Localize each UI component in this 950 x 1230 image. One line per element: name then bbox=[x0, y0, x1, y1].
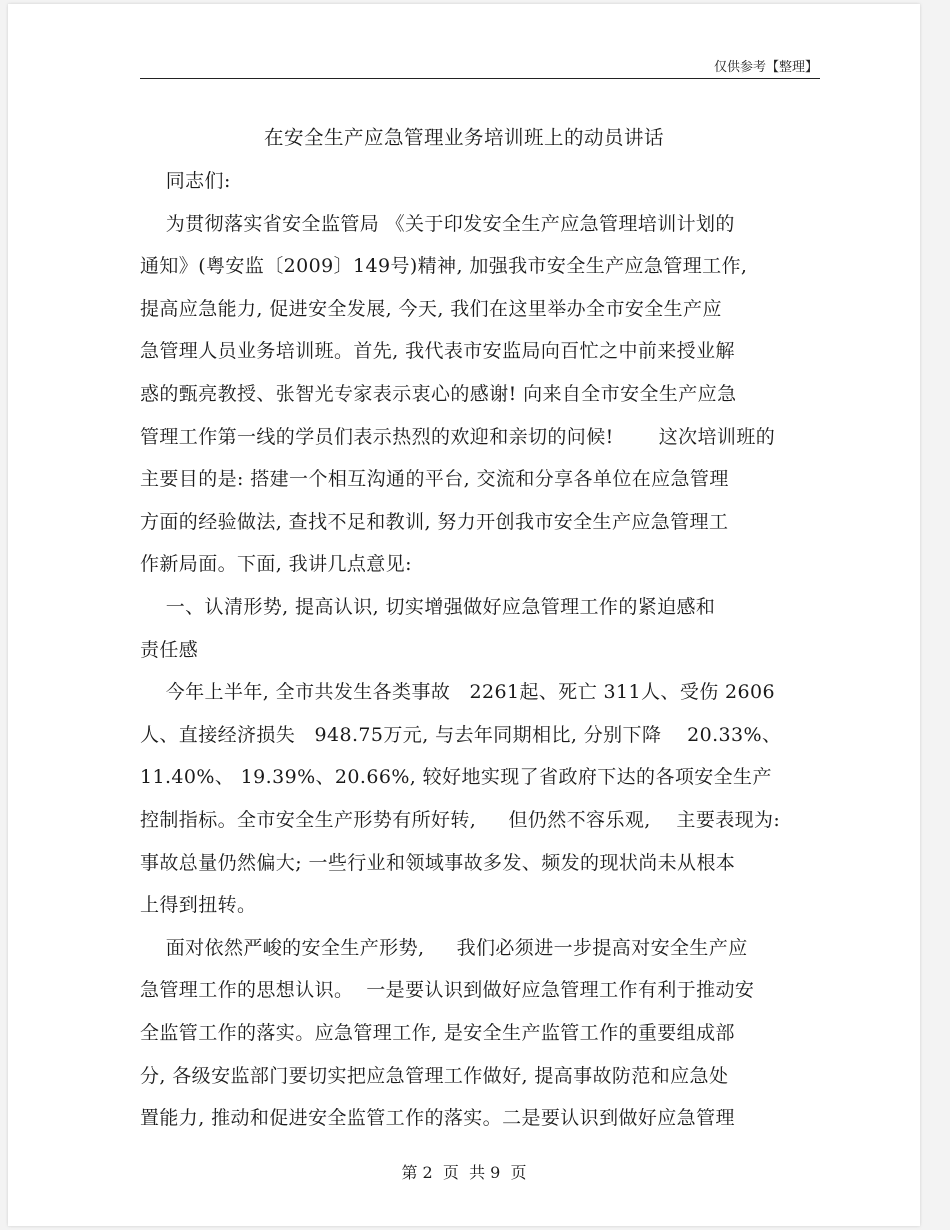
body-line: 控制指标。全市安全生产形势有所好转, 但仍然不容乐观, 主要表现为: bbox=[140, 809, 781, 831]
body-line: 作新局面。下面, 我讲几点意见: bbox=[140, 553, 412, 576]
body-line: 方面的经验做法, 查找不足和教训, 努力开创我市安全生产应急管理工 bbox=[140, 510, 729, 533]
body-line: 惑的甄亮教授、张智光专家表示衷心的感谢! 向来自全市安全生产应急 bbox=[140, 383, 737, 405]
body-line: 通知》(粤安监〔2009〕149号)精神, 加强我市安全生产应急管理工作, bbox=[140, 255, 748, 278]
document-page bbox=[8, 4, 920, 1226]
body-line: 提高应急能力, 促进安全发展, 今天, 我们在这里举办全市安全生产应 bbox=[140, 297, 722, 320]
body-line: 分, 各级安监部门要切实把应急管理工作做好, 提高事故防范和应急处 bbox=[140, 1064, 729, 1087]
body-line: 同志们: bbox=[140, 170, 231, 192]
body-line: 人、直接经济损失 948.75万元, 与去年同期相比, 分别下降 20.33%、 bbox=[140, 723, 782, 746]
body-line: 为贯彻落实省安全监管局 《关于印发安全生产应急管理培训计划的 bbox=[140, 212, 735, 235]
body-line: 今年上半年, 全市共发生各类事故 2261起、死亡 311人、受伤 2606 bbox=[140, 681, 776, 704]
body-line: 主要目的是: 搭建一个相互沟通的平台, 交流和分享各单位在应急管理 bbox=[140, 468, 729, 491]
body-line: 全监管工作的落实。应急管理工作, 是安全生产监管工作的重要组成部 bbox=[140, 1022, 735, 1044]
page-number: 第 2 页 共 9 页 bbox=[401, 1163, 527, 1182]
body-line: 事故总量仍然偏大; 一些行业和领域事故多发、频发的现状尚未从根本 bbox=[140, 851, 736, 874]
header-divider bbox=[140, 78, 820, 79]
body-line: 置能力, 推动和促进安全监管工作的落实。二是要认识到做好应急管理 bbox=[140, 1107, 735, 1130]
body-line: 面对依然严峻的安全生产形势, 我们必须进一步提高对安全生产应 bbox=[140, 936, 748, 959]
body-line: 上得到扭转。 bbox=[140, 894, 257, 917]
body-line: 急管理人员业务培训班。首先, 我代表市安监局向百忙之中前来授业解 bbox=[140, 340, 735, 363]
header-label: 仅供参考【整理】 bbox=[713, 60, 818, 75]
body-line: 管理工作第一线的学员们表示热烈的欢迎和亲切的问候! 这次培训班的 bbox=[140, 425, 776, 448]
document-title: 在安全生产应急管理业务培训班上的动员讲话 bbox=[263, 126, 664, 149]
body-line: 急管理工作的思想认识。 一是要认识到做好应急管理工作有利于推动安 bbox=[140, 979, 755, 1002]
body-line: 11.40%、 19.39%、20.66%, 较好地实现了省政府下达的各项安全生产 bbox=[140, 766, 772, 789]
body-line: 责任感 bbox=[140, 638, 199, 661]
body-line: 一、认清形势, 提高认识, 切实增强做好应急管理工作的紧迫感和 bbox=[140, 596, 716, 618]
